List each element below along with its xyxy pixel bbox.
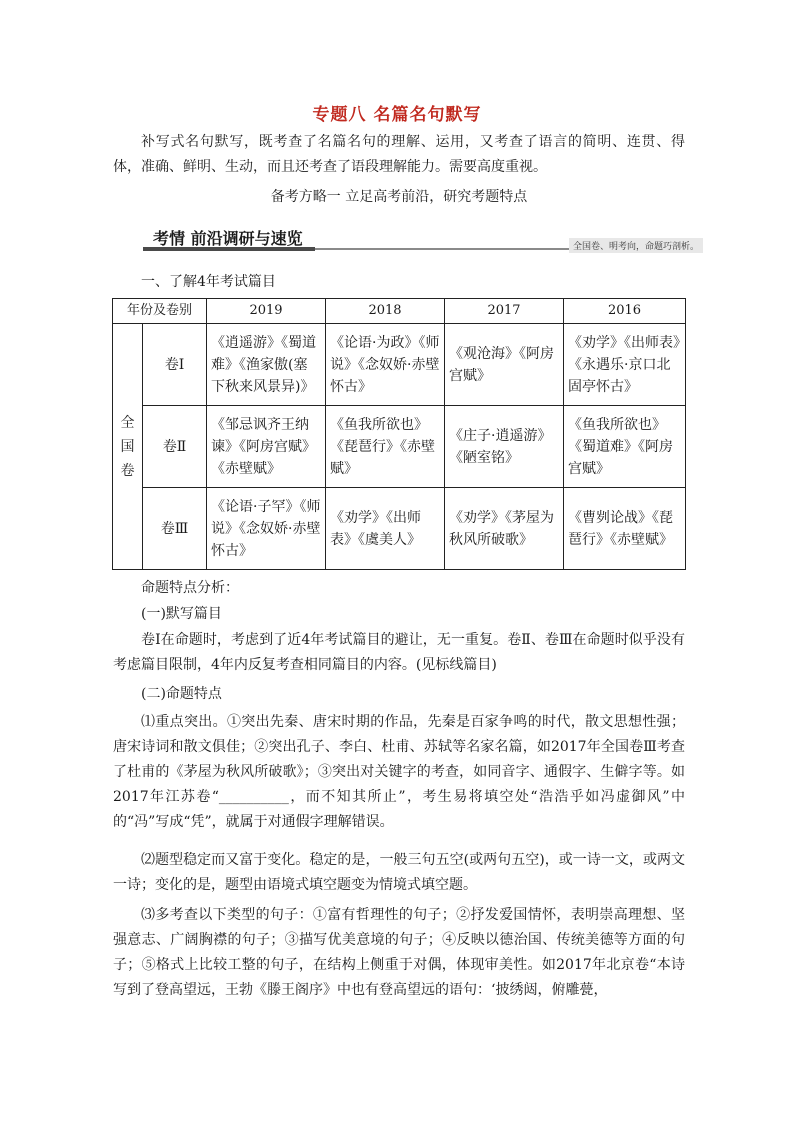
banner-tag: 全国卷、明考向，命题巧剖析。 [569, 238, 703, 253]
exam-topics-table [112, 298, 686, 570]
section1-heading: 一、了解4年考试篇目 [141, 274, 276, 290]
table-header-row [113, 299, 686, 324]
table-row [113, 488, 686, 570]
point3-paragraph: ⑶多考查以下类型的句子：①富有哲理性的句子；②抒发爱国情怀，表明崇高理想、坚强意志、广阔胸襟的句子；③描写优美意境的句子；④反映以德治国、传统美德等方面的句子；⑤格式上比较工整的句子，在结构上侧重于对偶，体现审美性。如2017年北京卷“本诗写到了登高望远，王勃《滕王阁序》中也有登高望远的语句：‘披绣闼，俯雕甍， [113, 907, 685, 998]
table-cell: 《鱼我所欲也》《琵琶行》《赤壁赋》 [326, 406, 445, 488]
group-label [113, 324, 143, 570]
table-cell: 《劝学》《出师表》《虞美人》 [326, 488, 445, 570]
header-cell: 2018 [326, 299, 445, 324]
strategy-heading: 备考方略一 立足高考前沿，研究考题特点 [270, 189, 528, 205]
header-cell: 2016 [564, 299, 686, 324]
table-cell: 《劝学》《出师表》《永遇乐·京口北固亭怀古》 [564, 324, 686, 406]
group-char: 全 [120, 414, 135, 431]
table-cell: 《鱼我所欲也》《蜀道难》《阿房宫赋》 [564, 406, 686, 488]
table-cell: 《庄子·逍遥游》《陋室铭》 [445, 406, 564, 488]
sub1-paragraph: 卷Ⅰ在命题时，考虑到了近4年考试篇目的避让，无一重复。卷Ⅱ、卷Ⅲ在命题时似乎没有考虑篇目限制，4年内反复考查相同篇目的内容。(见标线篇目) [113, 632, 685, 673]
volume-label: 卷Ⅱ [143, 406, 207, 488]
table-cell: 《逍遥游》《蜀道难》《渔家傲(塞下秋来风景异)》 [207, 324, 326, 406]
point1-paragraph: ⑴重点突出。①突出先秦、唐宋时期的作品，先秦是百家争鸣的时代，散文思想性强；唐宋诗词和散文俱佳；②突出孔子、李白、杜甫、苏轼等名家名篇，如2017年全国卷Ⅲ考查了杜甫的《茅屋为秋风所破歌》；③突出对关键字的考查，如同音字、通假字、生僻字等。如2017年江苏卷“__________，而不知其所止”，考生易将填空处“浩浩乎如冯虚御风”中的“冯”写成“凭”，就属于对通假字理解错误。 [113, 714, 685, 830]
banner-title: 考情 前沿调研与速览 [153, 229, 303, 248]
table-cell: 《邹忌讽齐王纳谏》《阿房宫赋》《赤壁赋》 [207, 406, 326, 488]
page-title: 专题八 名篇名句默写 [312, 105, 482, 125]
header-cell: 2019 [207, 299, 326, 324]
section-banner [143, 224, 703, 254]
group-char: 卷 [120, 462, 135, 479]
volume-label: 卷Ⅰ [143, 324, 207, 406]
table-cell: 《论语·子罕》《师说》《念奴娇·赤壁怀古》 [207, 488, 326, 570]
header-cell: 2017 [445, 299, 564, 324]
table-cell: 《观沧海》《阿房宫赋》 [445, 324, 564, 406]
sub2-heading: (二)命题特点 [141, 686, 222, 702]
intro-paragraph: 补写式名句默写，既考查了名篇名句的理解、运用，又考查了语言的简明、连贯、得体，准确、鲜明、生动，而且还考查了语段理解能力。需要高度重视。 [113, 134, 685, 175]
point2-paragraph: ⑵题型稳定而又富于变化。稳定的是，一般三句五空(或两句五空)，或一诗一文，或两文一诗；变化的是，题型由语境式填空题变为情境式填空题。 [113, 852, 685, 893]
table-cell: 《劝学》《茅屋为秋风所破歌》 [445, 488, 564, 570]
table-row [113, 324, 686, 406]
sub1-heading: (一)默写篇目 [141, 606, 222, 622]
table-cell: 《论语·为政》《师说》《念奴娇·赤壁怀古》 [326, 324, 445, 406]
header-cell: 年份及卷别 [113, 299, 207, 324]
volume-label: 卷Ⅲ [143, 488, 207, 570]
table-cell: 《曹刿论战》《琵琶行》《赤壁赋》 [564, 488, 686, 570]
analysis-label: 命题特点分析： [141, 580, 239, 596]
table-row [113, 406, 686, 488]
group-char: 国 [120, 438, 135, 455]
